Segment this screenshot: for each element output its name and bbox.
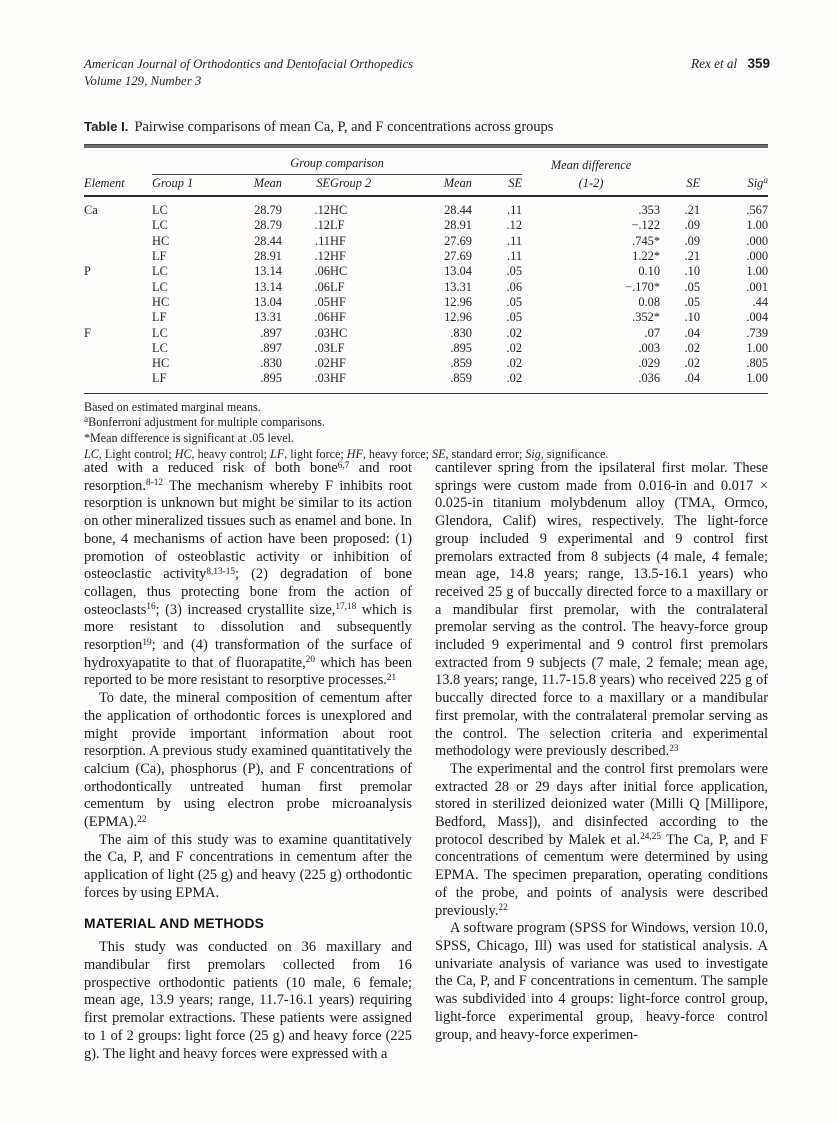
table-cell: [84, 279, 152, 294]
column-header-mean1: Mean: [228, 175, 282, 197]
table-cell: [84, 218, 152, 233]
table-cell: .02: [506, 340, 523, 355]
column-header-group2: Group 2: [330, 175, 420, 197]
table-cell: LC: [152, 325, 168, 340]
table-cell: LF: [152, 371, 167, 386]
table-cell: 1.00: [746, 264, 769, 279]
table-cell: HC: [330, 264, 348, 279]
column-header-se3: SE: [660, 175, 700, 197]
table-cell: .353: [638, 203, 661, 218]
table-cell: LC: [152, 218, 168, 233]
table-cell: .05: [314, 294, 330, 309]
table-cell: 0.08: [638, 294, 661, 309]
table-cell: 13.04: [254, 294, 282, 309]
left-column: [84, 460, 412, 1063]
body-paragraph: A software program (SPSS for Windows, version 10.0, SPSS, Chicago, Ill) was used for statistical analysis. A univariate analysis of variance was used to investigate the Ca, P, and F concentrations in cementum. The sample was subdivided into 4 groups: light-force control group, light-force experimental group, heavy-force control group, and heavy-force experimen-: [435, 920, 768, 1043]
table-cell: .05: [684, 294, 701, 309]
table-cell: HC: [152, 233, 170, 248]
table-row: [84, 279, 768, 294]
table-cell: .02: [506, 371, 523, 386]
table-cell: HF: [330, 310, 346, 325]
table-cell: HF: [330, 371, 346, 386]
table-cell: .10: [684, 264, 701, 279]
table-top-rule: [84, 144, 768, 148]
column-header-sig: Sig$^a$: [700, 175, 768, 197]
table-cell: .03: [314, 325, 330, 340]
table-cell: .03: [314, 340, 330, 355]
table-cell: [84, 310, 152, 325]
table-cell: .12: [314, 203, 330, 218]
table-cell: .44: [752, 294, 769, 309]
table-cell: LC: [152, 279, 168, 294]
table-cell: 28.91: [444, 218, 472, 233]
table-cell: 1.00: [746, 340, 769, 355]
column-header-se2: SE: [472, 175, 522, 197]
footnote-line: Based on estimated marginal means.: [84, 399, 261, 414]
table-column-header-row: [84, 175, 768, 197]
table-cell: LC: [152, 340, 168, 355]
spacer-cell: [700, 149, 768, 175]
column-header-element: Element: [84, 175, 152, 197]
table-cell: 28.91: [254, 249, 282, 264]
column-header-mean2: Mean: [420, 175, 472, 197]
table-cell: LF: [152, 249, 167, 264]
table-cell: .895: [450, 340, 472, 355]
table-cell: .12: [314, 249, 330, 264]
table-header: [84, 149, 768, 196]
table-cell: .036: [638, 371, 661, 386]
table-row: [84, 218, 768, 233]
table-cell: .21: [684, 203, 701, 218]
table-cell: .04: [684, 325, 701, 340]
table-cell: LF: [330, 218, 345, 233]
comparison-table: [84, 149, 768, 394]
table-cell: LF: [330, 340, 345, 355]
table-cell: HF: [330, 356, 346, 371]
table-cell: .11: [507, 203, 523, 218]
table-cell: Ca: [84, 203, 98, 218]
table-title: Pairwise comparisons of mean Ca, P, and F concentrations across groups: [134, 119, 554, 135]
table-cell: 28.79: [254, 203, 282, 218]
author-names: Rex et al: [691, 56, 738, 71]
table-cell: 12.96: [444, 310, 472, 325]
table-cell: −.170*: [625, 279, 661, 294]
table-cell: [84, 341, 152, 356]
table-label: Table I.: [84, 119, 129, 134]
table-cell: .06: [314, 310, 330, 325]
body-paragraph: To date, the mineral composition of cementum after the application of orthodontic forces is unexplored and might provide important information about root resorption. A previous study examined quantitatively the calcium (Ca), phosphorus (P), and F concentrations of orthodontically untreated human first premolar cementum by using electron probe microanalysis (EPMA).$^{22}$: [84, 690, 412, 831]
table-cell: .000: [746, 249, 769, 264]
table-cell: HF: [330, 233, 346, 248]
table-cell: 1.22*: [632, 249, 661, 264]
table-cell: .02: [684, 356, 701, 371]
table-cell: HF: [330, 294, 346, 309]
column-header-group1: Group 1: [152, 175, 228, 197]
journal-title: American Journal of Orthodontics and Dentofacial Orthopedics: [84, 57, 414, 71]
table-cell: [84, 356, 152, 371]
table-cell: .895: [260, 371, 282, 386]
table-cell: .352*: [632, 310, 661, 325]
author-page-ref: [691, 56, 770, 73]
table-caption: [84, 119, 768, 136]
table-cell: .05: [506, 310, 523, 325]
table-cell: .000: [746, 233, 769, 248]
table-cell: 28.79: [254, 218, 282, 233]
table-cell: .07: [644, 325, 661, 340]
table-cell: 13.31: [444, 279, 472, 294]
table-cell: .004: [746, 310, 769, 325]
table-cell: 12.96: [444, 294, 472, 309]
table-1-block: [84, 119, 768, 463]
table-cell: F: [84, 325, 91, 340]
table-cell: 13.14: [254, 279, 282, 294]
table-cell: .830: [450, 325, 472, 340]
table-cell: .11: [314, 233, 330, 248]
table-cell: [84, 249, 152, 264]
table-row: [84, 325, 768, 340]
journal-identification: [84, 56, 413, 89]
table-cell: .12: [506, 218, 523, 233]
table-footnotes: [84, 400, 768, 464]
spacer-cell: [660, 149, 700, 175]
section-heading-material-and-methods: MATERIAL AND METHODS: [84, 915, 265, 931]
table-cell: .739: [746, 325, 769, 340]
table-row: [84, 196, 768, 218]
table-cell: HC: [330, 325, 348, 340]
table-cell: .09: [684, 218, 701, 233]
spacer-cell: [84, 149, 152, 175]
table-cell: 13.14: [254, 264, 282, 279]
table-cell: HC: [152, 294, 170, 309]
table-cell: .10: [684, 310, 701, 325]
table-cell: 0.10: [638, 264, 661, 279]
table-cell: .745*: [632, 233, 661, 248]
table-cell: [84, 371, 152, 393]
table-cell: .02: [506, 356, 523, 371]
table-cell: .05: [684, 279, 701, 294]
table-cell: .02: [684, 340, 701, 355]
table-cell: .859: [450, 356, 472, 371]
table-cell: .05: [506, 264, 523, 279]
table-body: [84, 196, 768, 393]
table-cell: .04: [684, 371, 701, 386]
table-cell: .001: [746, 279, 769, 294]
table-cell: .003: [638, 340, 661, 355]
table-cell: LF: [330, 279, 345, 294]
table-cell: .06: [506, 279, 523, 294]
table-cell: [84, 295, 152, 310]
table-cell: .06: [314, 264, 330, 279]
group-comparison-spanner: Group comparison: [152, 149, 522, 175]
table-cell: .03: [314, 371, 330, 386]
table-cell: .567: [746, 203, 769, 218]
table-row: [84, 234, 768, 249]
table-cell: LF: [152, 310, 167, 325]
table-cell: HC: [330, 203, 348, 218]
table-cell: .029: [638, 356, 661, 371]
table-row: [84, 310, 768, 325]
table-row: [84, 356, 768, 371]
footnote-line: *Mean difference is significant at .05 level.: [84, 431, 294, 446]
table-cell: LC: [152, 203, 168, 218]
table-row: [84, 371, 768, 393]
table-cell: .02: [506, 325, 523, 340]
table-cell: .02: [314, 356, 330, 371]
running-head: [84, 56, 770, 89]
right-column: [435, 460, 768, 1063]
table-cell: 1.00: [746, 371, 769, 386]
table-spanner-row: [84, 149, 768, 175]
table-cell: P: [84, 264, 91, 279]
table-row: [84, 341, 768, 356]
journal-volume: Volume 129, Number 3: [84, 73, 202, 88]
table-cell: 27.69: [444, 249, 472, 264]
table-row: [84, 264, 768, 279]
table-cell: .830: [260, 356, 282, 371]
body-paragraph: cantilever spring from the ipsilateral first molar. These springs were custom made from 0.016-in and 0.017 × 0.025-in titanium molybdenum alloy (TMA, Ormco, Glendora, Calif) wires, respectively. The light-force group included 9 experimental and 9 control first premolars extracted from 8 subjects (4 male, 4 female; mean age, 14.8 years; range, 13.5-16.1 years) who received 25 g of buccally directed force to a maxillary or a mandibular first premolar, with the contralateral premolar serving as the control. The heavy-force group included 9 experimental and 9 control first premolars extracted from 9 subjects (7 male, 2 female; mean age, 13.8 years; range, 11.7-15.8 years) who received 225 g of buccally directed force to a maxillary or a mandibular first premolar, with the contralateral premolar serving as the control. The selection criteria and experimental methodology were previously described.$^{23}$: [435, 460, 768, 760]
table-cell: 28.44: [444, 203, 472, 218]
table-cell: .11: [507, 233, 523, 248]
footnote-line: $^a$Bonferroni adjustment for multiple comparisons.: [84, 414, 325, 430]
table-cell: .11: [507, 249, 523, 264]
table-cell: .06: [314, 279, 330, 294]
table-cell: .897: [260, 325, 282, 340]
table-row: [84, 249, 768, 264]
mean-difference-header: Mean difference: [550, 157, 632, 172]
table-cell: .859: [450, 371, 472, 386]
table-cell: 13.04: [444, 264, 472, 279]
table-cell: [84, 234, 152, 249]
table-cell: 28.44: [254, 233, 282, 248]
table-cell: 27.69: [444, 233, 472, 248]
table-row: [84, 295, 768, 310]
table-cell: 13.31: [254, 310, 282, 325]
table-cell: 1.00: [746, 218, 769, 233]
table-cell: .21: [684, 249, 701, 264]
body-paragraph: The experimental and the control first premolars were extracted 28 or 29 days after initial force application, stored in sterilized deionized water (Milli Q [Millipore, Bedford, Mass]), and disinfected according to the protocol described by Malek et al.$^{24,25}$ The Ca, P, and F concentrations of cementum were determined by using EPMA. The specimen preparation, operating conditions of the probe, and points of analysis were described previously.$^{22}$: [435, 760, 768, 919]
body-paragraph: ated with a reduced risk of both bone$^{6,7}$ and root resorption.$^{8-12}$ The mechanism whereby F inhibits root resorption is unknown but might be similar to its action on other mineralized tissues such as enamel and bone. In bone, 4 mechanisms of action have been proposed: (1) promotion of osteoblastic activity or inhibition of osteoclastic activity$^{8,13-15}$; (2) degradation of bone collagen, thus protecting bone from the action of osteoclasts$^{16}$; (3) increased crystallite size,$^{17,18}$ which is more resistant to dissolution and subsequently resorption$^{19}$; and (4) transformation of the surface of hydroxyapatite to that of fluorapatite,$^{20}$ which has been reported to be more resistant to resorptive processes.$^{21}$: [84, 460, 413, 689]
table-cell: HF: [330, 249, 346, 264]
table-cell: .12: [314, 218, 330, 233]
body-paragraph: This study was conducted on 36 maxillary and mandibular first premolars collected from 16 prospective orthodontic patients (10 male, 6 female; mean age, 13.9 years; range, 11.7-16.1 years) requiring first premolar extractions. These patients were assigned to 1 of 2 groups: light force (25 g) and heavy force (225 g). The light and heavy forces were expressed with a: [84, 939, 412, 1062]
table-cell: HC: [152, 356, 170, 371]
body-paragraph: The aim of this study was to examine quantitatively the Ca, P, and F concentrations in cementum after the application of light (25 g) and heavy (225 g) orthodontic forces by using EPMA.: [84, 831, 412, 901]
footnote-line: LC, Light control; HC, heavy control; LF, light force; HF, heavy force; SE, standard error; Sig, significance.: [84, 447, 609, 462]
article-body: [84, 460, 768, 1063]
table-cell: .05: [506, 294, 523, 309]
column-header-mean-diff: (1-2): [522, 175, 660, 197]
table-cell: .897: [260, 340, 282, 355]
column-header-se1: SE: [282, 175, 330, 197]
table-cell: .09: [684, 233, 701, 248]
table-cell: −.122: [631, 218, 661, 233]
table-cell: LC: [152, 264, 168, 279]
table-cell: .805: [746, 356, 769, 371]
page-number: 359: [747, 56, 770, 71]
